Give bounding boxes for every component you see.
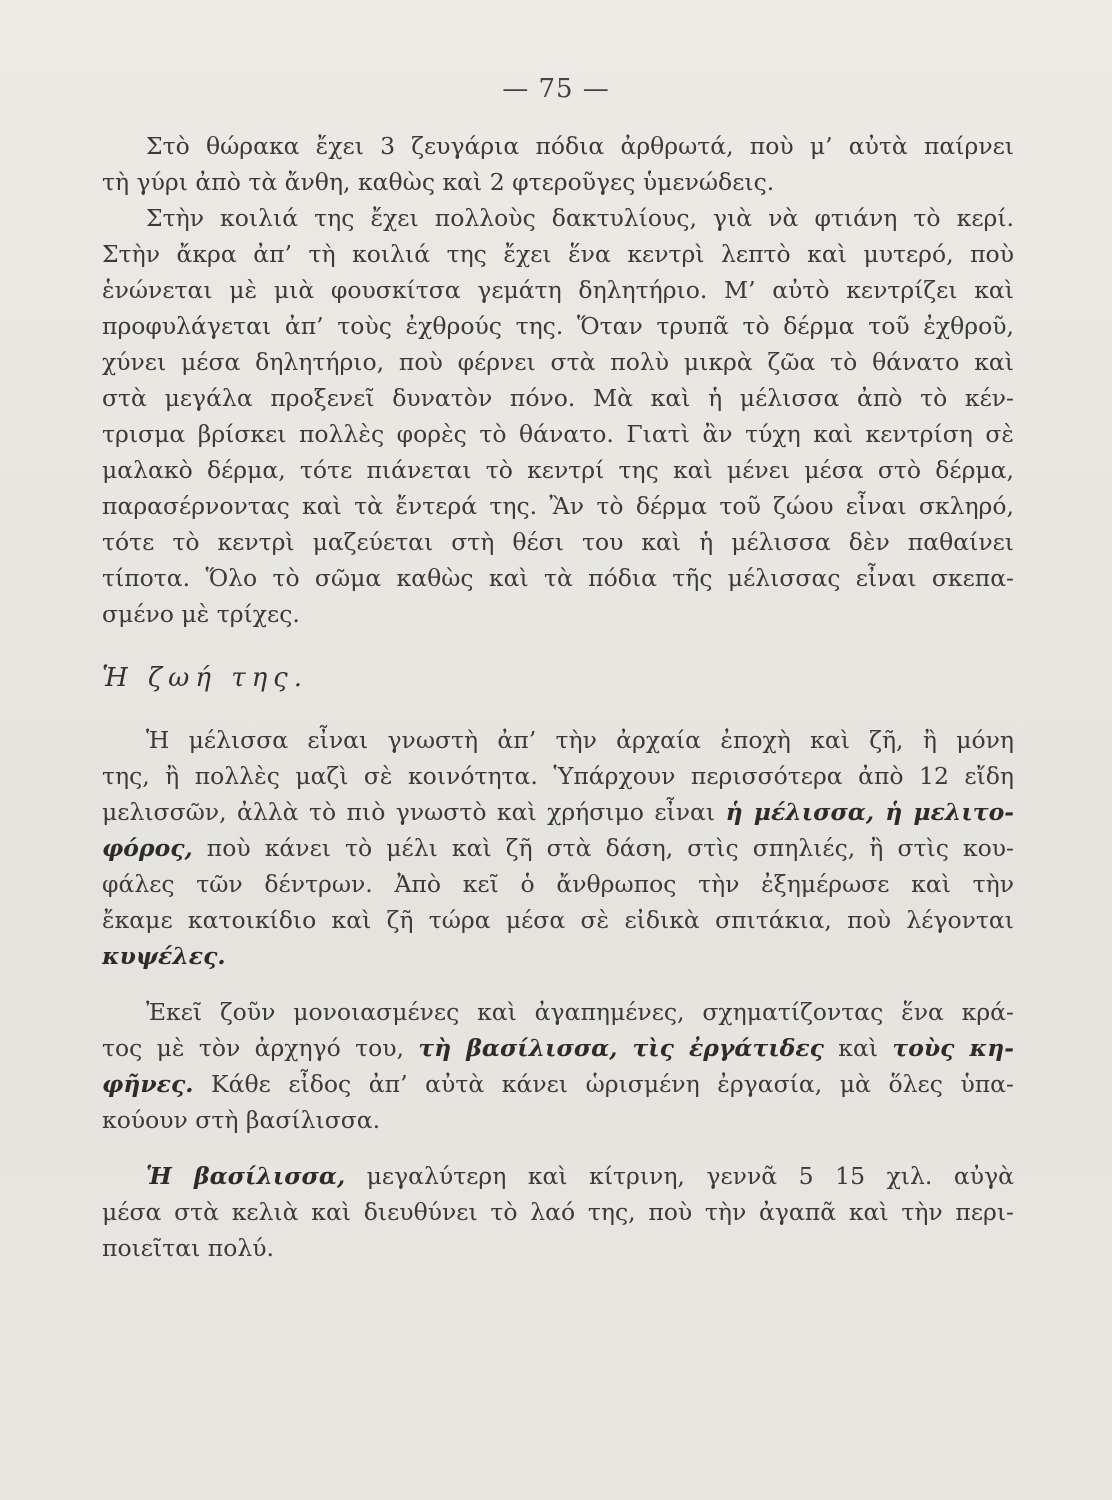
page-number: — 75 —	[502, 74, 610, 104]
text-line: τότε τὸ κεντρὶ μαζεύεται στὴ θέσι του καὶ ἡ μέλισσα δὲν παθαίνει	[102, 528, 1014, 556]
text-run: Κάθε εἶδος ἀπ’ αὐτὰ κάνει ὡρισμένη ἐργασία, μὰ ὅλες ὑπα-	[193, 1070, 1014, 1098]
emphasis-term: κυψέλες.	[102, 942, 226, 970]
text-line: Στὸ θώρακα ἔχει 3 ζευγάρια πόδια ἀρθρωτά, ποὺ μ’ αὐτὰ παίρνει	[146, 132, 1014, 160]
text-line: προφυλάγεται ἀπ’ τοὺς ἐχθρούς της. Ὅταν τρυπᾶ τὸ δέρμα τοῦ ἐχθροῦ,	[102, 312, 1014, 340]
text-line	[102, 794, 1014, 830]
text-line	[102, 1158, 1014, 1194]
paragraph-colony	[102, 994, 1014, 1138]
emphasis-term: τοὺς κη-	[892, 1034, 1014, 1062]
paragraph-queen	[102, 1158, 1014, 1266]
emphasis-term: ἡ μέλισσα, ἡ μελιτο-	[725, 798, 1014, 826]
text-line: μαλακὸ δέρμα, τότε πιάνεται τὸ κεντρί της καὶ μένει μέσα στὸ δέρμα,	[102, 456, 1014, 484]
text-line: φάλες τῶν δέντρων. Ἀπὸ κεῖ ὁ ἄνθρωπος τὴν ἐξημέρωσε καὶ τὴν	[102, 870, 1014, 898]
emphasis-term: Ἡ βασίλισσα,	[146, 1162, 346, 1190]
text-line: παρασέρνοντας καὶ τὰ ἔντερά της. Ἂν τὸ δέρμα τοῦ ζώου εἶναι σκληρό,	[102, 492, 1014, 520]
emphasis-term: φόρος,	[102, 834, 193, 862]
text-run: τος μὲ τὸν ἀρχηγό του,	[102, 1034, 419, 1062]
text-line: Ἡ μέλισσα εἶναι γνωστὴ ἀπ’ τὴν ἀρχαία ἐποχὴ καὶ ζῆ, ἢ μόνη	[146, 726, 1014, 754]
body-section-anatomy	[102, 128, 1014, 632]
emphasis-term: φῆνες.	[102, 1070, 194, 1098]
text-line: μέσα στὰ κελιὰ καὶ διευθύνει τὸ λαό της, ποὺ τὴν ἀγαπᾶ καὶ τὴν περι-	[102, 1198, 1014, 1226]
text-line: ποιεῖται πολύ.	[102, 1234, 274, 1262]
section-heading: Ἡ ζωή της.	[102, 663, 308, 693]
text-line: τὴ γύρι ἀπὸ τὰ ἄνθη, καθὼς καὶ 2 φτεροῦγες ὑμενώδεις.	[102, 168, 775, 196]
text-line: στὰ μεγάλα προξενεῖ δυνατὸν πόνο. Μὰ καὶ ἡ μέλισσα ἀπὸ τὸ κέν-	[102, 384, 1014, 412]
text-line: Ἐκεῖ ζοῦν μονοιασμένες καὶ ἀγαπημένες, σχηματίζοντας ἕνα κρά-	[146, 998, 1014, 1026]
text-line: Στὴν ἄκρα ἀπ’ τὴ κοιλιά της ἔχει ἕνα κεντρὶ λεπτὸ καὶ μυτερό, ποὺ	[102, 240, 1014, 268]
text-line: της, ἢ πολλὲς μαζὶ σὲ κοινότητα. Ὑπάρχουν περισσότερα ἀπὸ 12 εἴδη	[102, 762, 1014, 790]
text-line: κούουν στὴ βασίλισσα.	[102, 1106, 381, 1134]
text-line: χύνει μέσα δηλητήριο, ποὺ φέρνει στὰ πολὺ μικρὰ ζῶα τὸ θάνατο καὶ	[102, 348, 1014, 376]
page-text	[102, 128, 1014, 1266]
text-line: σμένο μὲ τρίχες.	[102, 600, 300, 628]
text-line: ἔκαμε κατοικίδιο καὶ ζῆ τώρα μέσα σὲ εἰδικὰ σπιτάκια, ποὺ λέγονται	[102, 906, 1014, 934]
text-line	[102, 1030, 1014, 1066]
text-run: ποὺ κάνει τὸ μέλι καὶ ζῆ στὰ δάση, στὶς σπηλιές, ἢ στὶς κου-	[192, 834, 1014, 862]
text-line	[102, 1066, 1014, 1102]
paragraph-life	[102, 722, 1014, 974]
emphasis-term: τὴ βασίλισσα, τὶς ἐργάτιδες	[418, 1034, 824, 1062]
text-run: μεγαλύτερη καὶ κίτρινη, γεννᾶ 5 15 χιλ. αὐγὰ	[345, 1162, 1014, 1190]
text-run: μελισσῶν, ἀλλὰ τὸ πιὸ γνωστὸ καὶ χρήσιμο εἶναι	[102, 798, 726, 826]
text-line	[102, 830, 1014, 866]
text-line: τίποτα. Ὅλο τὸ σῶμα καθὼς καὶ τὰ πόδια τῆς μέλισσας εἶναι σκεπα-	[102, 564, 1014, 592]
text-line: ἑνώνεται μὲ μιὰ φουσκίτσα γεμάτη δηλητήριο. Μ’ αὐτὸ κεντρίζει καὶ	[102, 276, 1014, 304]
text-line: τρισμα βρίσκει πολλὲς φορὲς τὸ θάνατο. Γιατὶ ἂν τύχη καὶ κεντρίση σὲ	[102, 420, 1014, 448]
text-line: Στὴν κοιλιά της ἔχει πολλοὺς δακτυλίους, γιὰ νὰ φτιάνη τὸ κερί.	[146, 204, 1014, 232]
text-run: καὶ	[823, 1034, 893, 1062]
